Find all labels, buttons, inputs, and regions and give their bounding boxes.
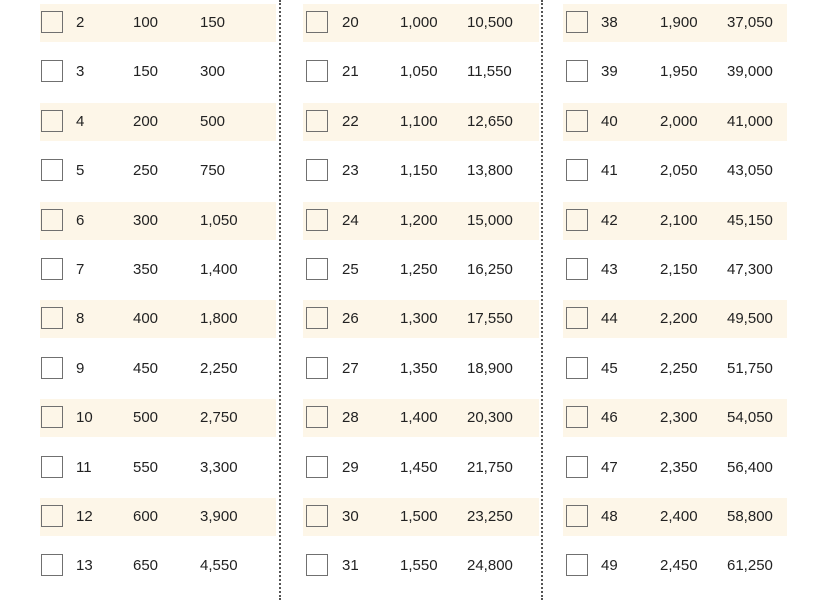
row-checkbox[interactable] [41,505,63,527]
running-total: 58,800 [727,508,773,525]
row-checkbox[interactable] [306,258,328,280]
running-total: 12,650 [467,113,513,130]
tracker-row [563,350,787,388]
deposit-amount: 2,200 [660,310,698,327]
running-total: 20,300 [467,409,513,426]
entry-number: 40 [601,113,618,130]
deposit-amount: 550 [133,459,159,476]
running-total: 61,250 [727,557,773,574]
row-checkbox[interactable] [41,357,63,379]
entry-number: 10 [76,409,93,426]
tracker-row [40,449,276,487]
running-total: 45,150 [727,212,773,229]
running-total: 11,550 [467,63,512,80]
deposit-amount: 1,900 [660,14,698,31]
deposit-amount: 300 [133,212,159,229]
running-total: 15,000 [467,212,513,229]
deposit-amount: 1,450 [400,459,438,476]
running-total: 37,050 [727,14,773,31]
running-total: 43,050 [727,162,773,179]
entry-number: 27 [342,360,359,377]
tracker-row [303,350,539,388]
row-checkbox[interactable] [306,456,328,478]
tracker-row [303,4,539,42]
deposit-amount: 1,050 [400,63,438,80]
entry-number: 9 [76,360,85,377]
row-checkbox[interactable] [41,110,63,132]
running-total: 16,250 [467,261,513,278]
row-checkbox[interactable] [41,159,63,181]
tracker-row [40,547,276,585]
row-checkbox[interactable] [41,209,63,231]
tracker-row [303,53,539,91]
running-total: 150 [200,14,226,31]
deposit-amount: 600 [133,508,159,525]
tracker-row [563,251,787,289]
deposit-amount: 650 [133,557,159,574]
row-checkbox[interactable] [566,159,588,181]
deposit-amount: 1,500 [400,508,438,525]
tracker-row [40,202,276,240]
running-total: 18,900 [467,360,513,377]
tracker-row [303,251,539,289]
running-total: 1,050 [200,212,238,229]
deposit-amount: 2,300 [660,409,698,426]
running-total: 2,750 [200,409,238,426]
tracker-row [303,449,539,487]
deposit-amount: 350 [133,261,159,278]
entry-number: 41 [601,162,618,179]
running-total: 56,400 [727,459,773,476]
tracker-row [303,202,539,240]
tracker-row [40,53,276,91]
column-divider [541,0,543,600]
entry-number: 46 [601,409,618,426]
running-total: 21,750 [467,459,513,476]
row-checkbox[interactable] [41,60,63,82]
deposit-amount: 1,100 [400,113,438,130]
tracker-row [40,4,276,42]
entry-number: 12 [76,508,93,525]
tracker-row [40,152,276,190]
tracker-row [563,300,787,338]
running-total: 51,750 [727,360,773,377]
deposit-amount: 2,150 [660,261,698,278]
running-total: 3,300 [200,459,238,476]
row-checkbox[interactable] [566,11,588,33]
deposit-amount: 2,400 [660,508,698,525]
row-checkbox[interactable] [566,110,588,132]
row-checkbox[interactable] [306,406,328,428]
entry-number: 39 [601,63,618,80]
deposit-amount: 2,100 [660,212,698,229]
running-total: 3,900 [200,508,238,525]
deposit-amount: 2,350 [660,459,698,476]
row-checkbox[interactable] [566,505,588,527]
entry-number: 5 [76,162,85,179]
entry-number: 2 [76,14,85,31]
tracker-row [563,399,787,437]
running-total: 23,250 [467,508,513,525]
running-total: 17,550 [467,310,513,327]
entry-number: 22 [342,113,359,130]
running-total: 54,050 [727,409,773,426]
entry-number: 43 [601,261,618,278]
deposit-amount: 1,000 [400,14,438,31]
entry-number: 25 [342,261,359,278]
deposit-amount: 2,050 [660,162,698,179]
tracker-row [563,152,787,190]
deposit-amount: 2,450 [660,557,698,574]
deposit-amount: 450 [133,360,159,377]
tracker-row [303,399,539,437]
deposit-amount: 1,300 [400,310,438,327]
running-total: 500 [200,113,226,130]
entry-number: 47 [601,459,618,476]
entry-number: 4 [76,113,85,130]
row-checkbox[interactable] [306,159,328,181]
tracker-row [303,547,539,585]
tracker-row [563,103,787,141]
deposit-amount: 150 [133,63,159,80]
row-checkbox[interactable] [41,258,63,280]
entry-number: 29 [342,459,359,476]
entry-number: 11 [76,459,92,476]
running-total: 49,500 [727,310,773,327]
entry-number: 23 [342,162,359,179]
deposit-amount: 2,250 [660,360,698,377]
deposit-amount: 200 [133,113,159,130]
entry-number: 49 [601,557,618,574]
tracker-row [303,300,539,338]
row-checkbox[interactable] [41,11,63,33]
tracker-row [40,251,276,289]
deposit-amount: 1,200 [400,212,438,229]
entry-number: 42 [601,212,618,229]
row-checkbox[interactable] [566,406,588,428]
deposit-amount: 1,350 [400,360,438,377]
tracker-row [563,202,787,240]
running-total: 39,000 [727,63,773,80]
entry-number: 3 [76,63,85,80]
tracker-row [40,300,276,338]
entry-number: 30 [342,508,359,525]
deposit-amount: 500 [133,409,159,426]
tracker-row [303,498,539,536]
row-checkbox[interactable] [41,406,63,428]
entry-number: 44 [601,310,618,327]
entry-number: 31 [342,557,359,574]
tracker-row [303,152,539,190]
entry-number: 20 [342,14,359,31]
deposit-amount: 1,250 [400,261,438,278]
deposit-amount: 1,400 [400,409,438,426]
tracker-row [563,547,787,585]
row-checkbox[interactable] [566,554,588,576]
entry-number: 45 [601,360,618,377]
row-checkbox[interactable] [306,209,328,231]
running-total: 1,800 [200,310,238,327]
tracker-row [40,350,276,388]
tracker-row [40,399,276,437]
row-checkbox[interactable] [566,60,588,82]
running-total: 4,550 [200,557,238,574]
row-checkbox[interactable] [41,554,63,576]
entry-number: 26 [342,310,359,327]
row-checkbox[interactable] [566,258,588,280]
deposit-amount: 250 [133,162,159,179]
row-checkbox[interactable] [306,357,328,379]
entry-number: 7 [76,261,85,278]
entry-number: 38 [601,14,618,31]
deposit-amount: 1,150 [400,162,438,179]
tracker-row [563,4,787,42]
running-total: 24,800 [467,557,513,574]
entry-number: 48 [601,508,618,525]
tracker-row [563,53,787,91]
row-checkbox[interactable] [306,11,328,33]
deposit-amount: 100 [133,14,159,31]
running-total: 300 [200,63,226,80]
row-checkbox[interactable] [566,209,588,231]
tracker-row [40,498,276,536]
running-total: 41,000 [727,113,773,130]
row-checkbox[interactable] [566,456,588,478]
entry-number: 6 [76,212,85,229]
running-total: 1,400 [200,261,238,278]
running-total: 13,800 [467,162,513,179]
running-total: 2,250 [200,360,238,377]
running-total: 10,500 [467,14,513,31]
deposit-amount: 1,950 [660,63,698,80]
running-total: 750 [200,162,226,179]
row-checkbox[interactable] [41,456,63,478]
row-checkbox[interactable] [566,357,588,379]
row-checkbox[interactable] [306,110,328,132]
deposit-amount: 1,550 [400,557,438,574]
tracker-row [563,498,787,536]
row-checkbox[interactable] [306,554,328,576]
entry-number: 24 [342,212,359,229]
tracker-row [40,103,276,141]
entry-number: 28 [342,409,359,426]
deposit-amount: 400 [133,310,159,327]
entry-number: 8 [76,310,85,327]
row-checkbox[interactable] [306,60,328,82]
column-divider [279,0,281,600]
tracker-row [303,103,539,141]
tracker-row [563,449,787,487]
entry-number: 13 [76,557,93,574]
row-checkbox[interactable] [566,307,588,329]
row-checkbox[interactable] [306,307,328,329]
row-checkbox[interactable] [306,505,328,527]
running-total: 47,300 [727,261,773,278]
entry-number: 21 [342,63,359,80]
deposit-amount: 2,000 [660,113,698,130]
row-checkbox[interactable] [41,307,63,329]
